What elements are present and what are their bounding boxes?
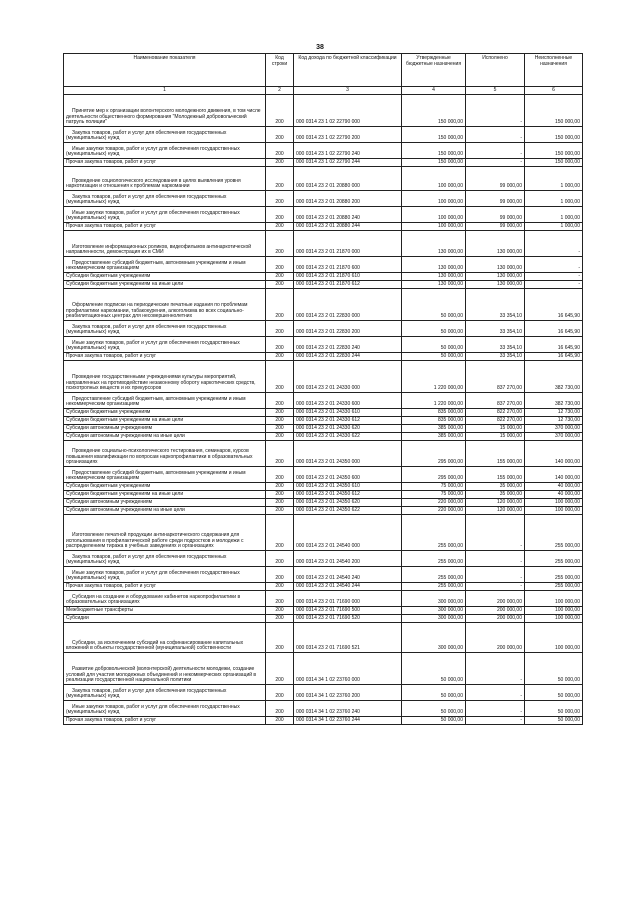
table-row [64,551,583,567]
line-code: 200 [266,499,294,507]
unexecuted-amount: 150 000,00 [525,127,583,143]
classification-code: 000 0314 23 2 01 24540 240 [294,567,402,583]
table-row [64,499,583,507]
approved-amount: 150 000,00 [402,95,466,127]
table-row [64,607,583,615]
header-classification: Код дохода по бюджетной классификации [294,54,402,87]
unexecuted-amount: 255 000,00 [525,567,583,583]
unexecuted-amount: 100 000,00 [525,623,583,653]
line-code: 200 [266,567,294,583]
unexecuted-amount: 50 000,00 [525,717,583,725]
line-code: 200 [266,551,294,567]
line-code: 200 [266,289,294,321]
page-number: 38 [316,44,324,51]
indicator-name: Субсидия на создание и оборудование кабинетов наркопрофилактики в образовательных организациях [64,591,266,607]
executed-amount: 33 354,10 [466,337,525,353]
classification-code: 000 0314 23 1 02 22790 000 [294,95,402,127]
indicator-name: Проведение государственными учреждениями культуры мероприятий, направленных на противодействие незаконному обороту наркотических средств, психотропных веществ и их прекурсоров [64,361,266,393]
executed-amount: 130 000,00 [466,257,525,273]
executed-amount: 837 270,00 [466,393,525,409]
line-code: 200 [266,623,294,653]
unexecuted-amount: 255 000,00 [525,515,583,551]
classification-code: 000 0314 23 2 01 24540 244 [294,583,402,591]
approved-amount: 220 000,00 [402,507,466,515]
column-number: 5 [466,87,525,95]
unexecuted-amount: 16 645,90 [525,353,583,361]
classification-code: 000 0314 23 2 01 20880 000 [294,167,402,191]
line-code: 200 [266,591,294,607]
executed-amount: - [466,567,525,583]
table-row [64,623,583,653]
approved-amount: 100 000,00 [402,191,466,207]
executed-amount: 200 000,00 [466,607,525,615]
indicator-name: Субсидии бюджетным учреждениям на иные цели [64,417,266,425]
table-row [64,701,583,717]
executed-amount: 15 000,00 [466,433,525,441]
table-row [64,95,583,127]
line-code: 200 [266,717,294,725]
approved-amount: 300 000,00 [402,591,466,607]
indicator-name: Закупка товаров, работ и услуг для обеспечения государственных (муниципальных) нужд [64,685,266,701]
line-code: 200 [266,467,294,483]
column-number: 4 [402,87,466,95]
approved-amount: 255 000,00 [402,567,466,583]
line-code: 200 [266,167,294,191]
executed-amount: 99 000,00 [466,191,525,207]
unexecuted-amount: 382 730,00 [525,393,583,409]
approved-amount: 75 000,00 [402,491,466,499]
executed-amount: 99 000,00 [466,207,525,223]
unexecuted-amount: 50 000,00 [525,653,583,685]
unexecuted-amount: 40 000,00 [525,483,583,491]
line-code: 200 [266,483,294,491]
indicator-name: Субсидии автономным учреждениям на иные цели [64,507,266,515]
header-row [64,54,583,87]
line-code: 200 [266,257,294,273]
table-row [64,321,583,337]
unexecuted-amount: 100 000,00 [525,591,583,607]
executed-amount: - [466,701,525,717]
approved-amount: 255 000,00 [402,583,466,591]
classification-code: 000 0314 23 2 01 20880 244 [294,223,402,231]
table-row [64,567,583,583]
indicator-name: Прочая закупка товаров, работ и услуг [64,223,266,231]
indicator-name: Проведение социологического исследования в целях выявления уровня наркотизации и отношения к проблемам наркомании [64,167,266,191]
approved-amount: 50 000,00 [402,337,466,353]
approved-amount: 130 000,00 [402,231,466,257]
unexecuted-amount: 382 730,00 [525,361,583,393]
approved-amount: 150 000,00 [402,143,466,159]
approved-amount: 100 000,00 [402,207,466,223]
approved-amount: 295 000,00 [402,441,466,467]
executed-amount: 33 354,10 [466,289,525,321]
line-code: 200 [266,515,294,551]
classification-code: 000 0314 23 2 01 21870 610 [294,273,402,281]
table-row [64,361,583,393]
budget-execution-table [63,53,583,725]
indicator-name: Субсидии бюджетным учреждениям [64,409,266,417]
table-row [64,281,583,289]
classification-code: 000 0314 23 2 01 24350 610 [294,483,402,491]
classification-code: 000 0314 23 2 01 21870 600 [294,257,402,273]
table-row [64,591,583,607]
line-code: 200 [266,159,294,167]
executed-amount: - [466,515,525,551]
line-code: 200 [266,273,294,281]
column-number: 3 [294,87,402,95]
table-row [64,257,583,273]
indicator-name: Иные закупки товаров, работ и услуг для обеспечения государственных (муниципальных) нужд [64,207,266,223]
line-code: 200 [266,207,294,223]
line-code: 200 [266,507,294,515]
approved-amount: 255 000,00 [402,551,466,567]
table-row [64,491,583,499]
executed-amount: 200 000,00 [466,591,525,607]
unexecuted-amount: 150 000,00 [525,159,583,167]
executed-amount: - [466,127,525,143]
table-row [64,143,583,159]
classification-code: 000 0314 23 2 01 71690 520 [294,615,402,623]
classification-code: 000 0314 23 2 01 20880 200 [294,191,402,207]
table-row [64,409,583,417]
classification-code: 000 0314 34 1 02 23760 000 [294,653,402,685]
indicator-name: Иные закупки товаров, работ и услуг для обеспечения государственных (муниципальных) нужд [64,701,266,717]
unexecuted-amount: 1 000,00 [525,207,583,223]
table-row [64,441,583,467]
unexecuted-amount: - [525,231,583,257]
table-row [64,353,583,361]
indicator-name: Субсидии бюджетным учреждениям на иные цели [64,281,266,289]
line-code: 200 [266,127,294,143]
unexecuted-amount: 150 000,00 [525,143,583,159]
table-row [64,425,583,433]
line-code: 200 [266,353,294,361]
line-code: 200 [266,143,294,159]
indicator-name: Принятие мер к организации волонтерского молодежного движения, в том числе деятельности общественного формирования "Молодежный добровольческий патруль полиции" [64,95,266,127]
unexecuted-amount: 100 000,00 [525,499,583,507]
approved-amount: 50 000,00 [402,685,466,701]
classification-code: 000 0314 23 2 01 71690 500 [294,607,402,615]
classification-code: 000 0314 23 1 02 22790 200 [294,127,402,143]
unexecuted-amount: 100 000,00 [525,615,583,623]
executed-amount: 130 000,00 [466,273,525,281]
approved-amount: 300 000,00 [402,607,466,615]
table-row [64,717,583,725]
line-code: 200 [266,393,294,409]
approved-amount: 385 000,00 [402,433,466,441]
indicator-name: Прочая закупка товаров, работ и услуг [64,353,266,361]
line-code: 200 [266,615,294,623]
executed-amount: 33 354,10 [466,353,525,361]
approved-amount: 835 000,00 [402,409,466,417]
approved-amount: 50 000,00 [402,353,466,361]
approved-amount: 100 000,00 [402,223,466,231]
line-code: 200 [266,441,294,467]
column-number: 1 [64,87,266,95]
executed-amount: 120 000,00 [466,507,525,515]
approved-amount: 50 000,00 [402,289,466,321]
table-row [64,417,583,425]
indicator-name: Субсидии автономным учреждениям на иные цели [64,433,266,441]
executed-amount: - [466,583,525,591]
unexecuted-amount: 50 000,00 [525,685,583,701]
indicator-name: Закупка товаров, работ и услуг для обеспечения государственных (муниципальных) нужд [64,551,266,567]
line-code: 200 [266,361,294,393]
approved-amount: 75 000,00 [402,483,466,491]
classification-code: 000 0314 23 1 02 22790 240 [294,143,402,159]
table-row [64,127,583,143]
classification-code: 000 0314 23 2 01 24350 622 [294,507,402,515]
classification-code: 000 0314 23 2 01 22830 240 [294,337,402,353]
executed-amount: 99 000,00 [466,223,525,231]
indicator-name: Межбюджетные трансферты [64,607,266,615]
classification-code: 000 0314 23 2 01 24330 612 [294,417,402,425]
executed-amount: - [466,95,525,127]
table-row [64,231,583,257]
indicator-name: Субсидии бюджетным учреждениям на иные цели [64,491,266,499]
unexecuted-amount: - [525,257,583,273]
indicator-name: Изготовление информационных роликов, видеофильмов антинаркотической направленности, демонстрация их в СМИ [64,231,266,257]
table-row [64,167,583,191]
approved-amount: 295 000,00 [402,467,466,483]
classification-code: 000 0314 23 2 01 24330 600 [294,393,402,409]
indicator-name: Прочая закупка товаров, работ и услуг [64,159,266,167]
approved-amount: 50 000,00 [402,717,466,725]
unexecuted-amount: 16 645,90 [525,337,583,353]
approved-amount: 50 000,00 [402,321,466,337]
indicator-name: Предоставление субсидий бюджетным, автономным учреждениям и иным некоммерческим организациям [64,257,266,273]
executed-amount: - [466,717,525,725]
unexecuted-amount: 16 645,90 [525,321,583,337]
unexecuted-amount: 140 000,00 [525,467,583,483]
executed-amount: 837 270,00 [466,361,525,393]
unexecuted-amount: 1 000,00 [525,191,583,207]
approved-amount: 130 000,00 [402,281,466,289]
executed-amount: 200 000,00 [466,615,525,623]
executed-amount: 120 000,00 [466,499,525,507]
classification-code: 000 0314 23 2 01 22830 200 [294,321,402,337]
approved-amount: 130 000,00 [402,257,466,273]
header-name: Наименование показателя [64,54,266,87]
classification-code: 000 0314 23 2 01 24330 620 [294,425,402,433]
line-code: 200 [266,337,294,353]
indicator-name: Субсидии [64,615,266,623]
line-code: 200 [266,231,294,257]
indicator-name: Изготовление печатной продукции антинаркотического содержания для использования в профилактической работе среди подростков и молодежи с распределением тиража в учебных заведениях и организациях [64,515,266,551]
table-row [64,159,583,167]
table-row [64,393,583,409]
classification-code: 000 0314 23 2 01 71690 000 [294,591,402,607]
unexecuted-amount: 370 000,00 [525,425,583,433]
table-row [64,207,583,223]
classification-code: 000 0314 23 2 01 24540 200 [294,551,402,567]
executed-amount: 155 000,00 [466,467,525,483]
unexecuted-amount: 255 000,00 [525,583,583,591]
unexecuted-amount: 1 000,00 [525,167,583,191]
column-number: 6 [525,87,583,95]
line-code: 200 [266,191,294,207]
line-code: 200 [266,433,294,441]
approved-amount: 130 000,00 [402,273,466,281]
indicator-name: Иные закупки товаров, работ и услуг для обеспечения государственных (муниципальных) нужд [64,337,266,353]
table-row [64,289,583,321]
approved-amount: 1 220 000,00 [402,393,466,409]
line-code: 200 [266,321,294,337]
table-body [64,95,583,725]
table-row [64,615,583,623]
executed-amount: - [466,159,525,167]
executed-amount: 35 000,00 [466,491,525,499]
classification-code: 000 0314 23 2 01 24350 620 [294,499,402,507]
unexecuted-amount: 40 000,00 [525,491,583,499]
table-row [64,433,583,441]
approved-amount: 100 000,00 [402,167,466,191]
executed-amount: 35 000,00 [466,483,525,491]
indicator-name: Предоставление субсидий бюджетным, автономным учреждениям и иным некоммерческим организациям [64,467,266,483]
approved-amount: 300 000,00 [402,615,466,623]
executed-amount: 99 000,00 [466,167,525,191]
indicator-name: Проведение социально-психологического тестирования, семинаров, курсов повышения квалификации по вопросам наркопрофилактики в образовательных организациях [64,441,266,467]
column-number-row [64,87,583,95]
approved-amount: 385 000,00 [402,425,466,433]
line-code: 200 [266,281,294,289]
unexecuted-amount: 12 730,00 [525,409,583,417]
line-code: 200 [266,417,294,425]
header-executed: Исполнено [466,54,525,87]
line-code: 200 [266,95,294,127]
header-unexecuted: Неисполненные назначения [525,54,583,87]
unexecuted-amount: 50 000,00 [525,701,583,717]
line-code: 200 [266,653,294,685]
executed-amount: 200 000,00 [466,623,525,653]
indicator-name: Субсидии автономным учреждениям [64,425,266,433]
executed-amount: 155 000,00 [466,441,525,467]
classification-code: 000 0314 23 2 01 24330 622 [294,433,402,441]
unexecuted-amount: 1 000,00 [525,223,583,231]
indicator-name: Прочая закупка товаров, работ и услуг [64,717,266,725]
line-code: 200 [266,491,294,499]
unexecuted-amount: - [525,281,583,289]
classification-code: 000 0314 23 2 01 24330 000 [294,361,402,393]
classification-code: 000 0314 23 1 02 22790 244 [294,159,402,167]
classification-code: 000 0314 23 2 01 22830 244 [294,353,402,361]
unexecuted-amount: 255 000,00 [525,551,583,567]
unexecuted-amount: 12 730,00 [525,417,583,425]
classification-code: 000 0314 34 1 02 23760 200 [294,685,402,701]
indicator-name: Закупка товаров, работ и услуг для обеспечения государственных (муниципальных) нужд [64,191,266,207]
executed-amount: 33 354,10 [466,321,525,337]
executed-amount: 130 000,00 [466,281,525,289]
table-row [64,507,583,515]
table-row [64,273,583,281]
indicator-name: Субсидии, за исключением субсидий на софинансирование капитальных вложений в объекты государственной (муниципальной) собственности [64,623,266,653]
line-code: 200 [266,685,294,701]
executed-amount: - [466,685,525,701]
header-approved: Утвержденные бюджетные назначения [402,54,466,87]
approved-amount: 1 220 000,00 [402,361,466,393]
unexecuted-amount: 100 000,00 [525,507,583,515]
line-code: 200 [266,701,294,717]
executed-amount: 822 270,00 [466,417,525,425]
line-code: 200 [266,223,294,231]
unexecuted-amount: 100 000,00 [525,607,583,615]
indicator-name: Иные закупки товаров, работ и услуг для обеспечения государственных (муниципальных) нужд [64,143,266,159]
approved-amount: 220 000,00 [402,499,466,507]
approved-amount: 300 000,00 [402,623,466,653]
table-row [64,653,583,685]
approved-amount: 150 000,00 [402,127,466,143]
classification-code: 000 0314 23 2 01 24350 600 [294,467,402,483]
line-code: 200 [266,409,294,417]
indicator-name: Развитие добровольческой (волонтерской) деятельности молодежи, создание условий для участия молодежных объединений и некоммерческих организаций в реализации государственной национальной политики [64,653,266,685]
line-code: 200 [266,425,294,433]
classification-code: 000 0314 23 2 01 71690 521 [294,623,402,653]
approved-amount: 835 000,00 [402,417,466,425]
classification-code: 000 0314 23 2 01 21870 000 [294,231,402,257]
classification-code: 000 0314 23 2 01 21870 612 [294,281,402,289]
executed-amount: 15 000,00 [466,425,525,433]
column-number: 2 [266,87,294,95]
classification-code: 000 0314 23 2 01 24350 612 [294,491,402,499]
classification-code: 000 0314 23 2 01 24330 610 [294,409,402,417]
classification-code: 000 0314 23 2 01 24540 000 [294,515,402,551]
executed-amount: 822 270,00 [466,409,525,417]
indicator-name: Субсидии бюджетным учреждениям [64,273,266,281]
executed-amount: 130 000,00 [466,231,525,257]
header-code: Код строки [266,54,294,87]
unexecuted-amount: 140 000,00 [525,441,583,467]
table-row [64,467,583,483]
table-row [64,483,583,491]
indicator-name: Иные закупки товаров, работ и услуг для обеспечения государственных (муниципальных) нужд [64,567,266,583]
indicator-name: Прочая закупка товаров, работ и услуг [64,583,266,591]
classification-code: 000 0314 23 2 01 22830 000 [294,289,402,321]
line-code: 200 [266,607,294,615]
approved-amount: 50 000,00 [402,701,466,717]
indicator-name: Закупка товаров, работ и услуг для обеспечения государственных (муниципальных) нужд [64,321,266,337]
unexecuted-amount: - [525,273,583,281]
line-code: 200 [266,583,294,591]
indicator-name: Субсидии автономным учреждениям [64,499,266,507]
unexecuted-amount: 150 000,00 [525,95,583,127]
classification-code: 000 0314 34 1 02 23760 244 [294,717,402,725]
indicator-name: Оформление подписки на периодические печатные издания по проблемам профилактики наркомании, табакокурения, алкоголизма во всех социально-реабилитационных центрах для несовершеннолетних [64,289,266,321]
table-row [64,191,583,207]
executed-amount: - [466,551,525,567]
table-row [64,337,583,353]
table-row [64,583,583,591]
indicator-name: Предоставление субсидий бюджетным, автономным учреждениям и иным некоммерческим организациям [64,393,266,409]
unexecuted-amount: 370 000,00 [525,433,583,441]
approved-amount: 50 000,00 [402,653,466,685]
unexecuted-amount: 16 645,90 [525,289,583,321]
table-row [64,223,583,231]
indicator-name: Субсидии бюджетным учреждениям [64,483,266,491]
table-row [64,685,583,701]
classification-code: 000 0314 23 2 01 20880 240 [294,207,402,223]
approved-amount: 255 000,00 [402,515,466,551]
indicator-name: Закупка товаров, работ и услуг для обеспечения государственных (муниципальных) нужд [64,127,266,143]
table-row [64,515,583,551]
executed-amount: - [466,653,525,685]
executed-amount: - [466,143,525,159]
classification-code: 000 0314 34 1 02 23760 240 [294,701,402,717]
approved-amount: 150 000,00 [402,159,466,167]
classification-code: 000 0314 23 2 01 24350 000 [294,441,402,467]
